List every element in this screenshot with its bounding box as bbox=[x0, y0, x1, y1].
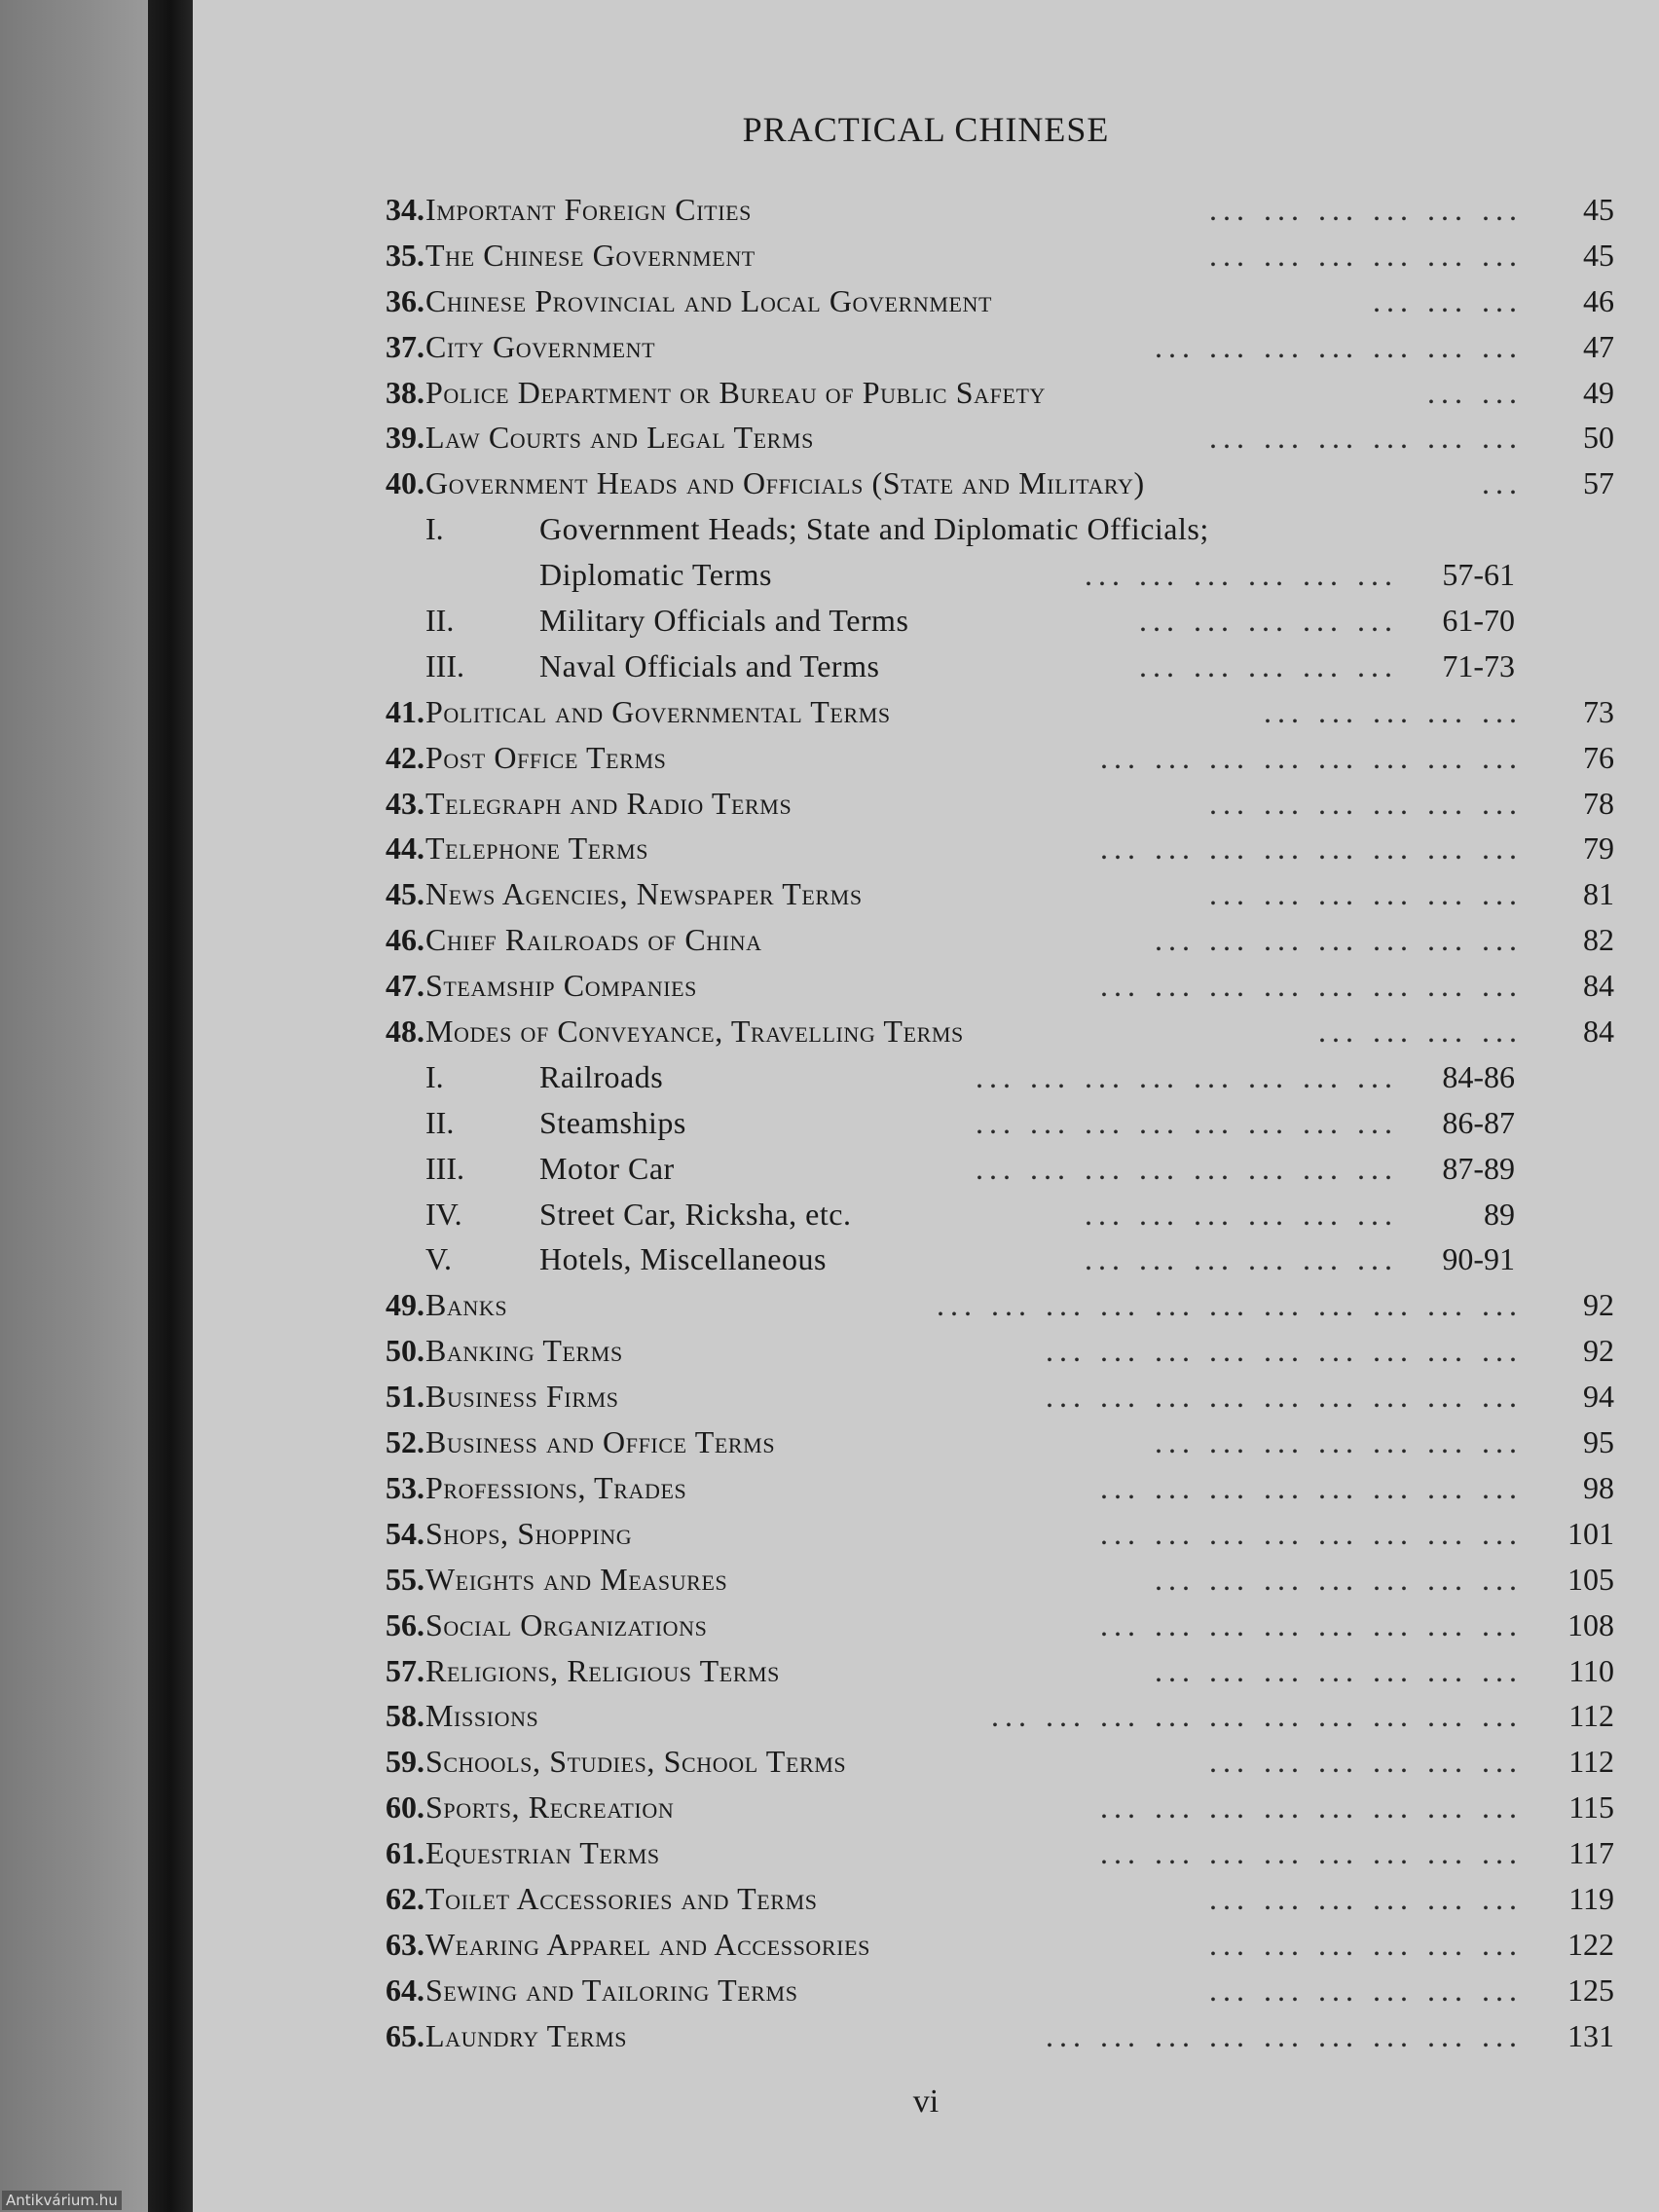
toc-entry bbox=[193, 1282, 1659, 1328]
toc-entry-number: 46. bbox=[386, 922, 424, 958]
toc-subentry-title: Steamships bbox=[539, 1104, 686, 1140]
toc-page-range: 90-91 bbox=[1442, 1241, 1515, 1277]
toc-page-number: 115 bbox=[1568, 1789, 1614, 1825]
dot-leader: ... ... ... ... ... ... bbox=[1209, 876, 1523, 912]
toc-entry-title: News Agencies, Newspaper Terms bbox=[425, 876, 863, 912]
toc-entry-title: Missions bbox=[425, 1698, 539, 1734]
toc-page-number: 76 bbox=[1583, 739, 1614, 775]
toc-entry-number: 61. bbox=[386, 1835, 424, 1871]
dot-leader: ... ... ... ... ... ... bbox=[1209, 1926, 1523, 1962]
toc-entry-number: 54. bbox=[386, 1515, 424, 1551]
toc-page-number: 94 bbox=[1583, 1379, 1614, 1415]
dot-leader: ... ... ... ... ... ... ... ... bbox=[976, 1150, 1398, 1186]
toc-entry-title: Post Office Terms bbox=[425, 739, 667, 775]
toc-entry bbox=[193, 1968, 1659, 2013]
toc-page-number: 82 bbox=[1583, 922, 1614, 958]
dot-leader: ... ... ... ... ... bbox=[1139, 603, 1398, 639]
dot-leader: ... ... ... ... ... ... ... bbox=[1155, 1561, 1523, 1597]
dot-leader: ... ... ... ... ... bbox=[1139, 647, 1398, 683]
dot-leader: ... ... ... ... ... ... bbox=[1209, 1744, 1523, 1780]
dot-leader: ... ... ... bbox=[1373, 282, 1523, 318]
toc-entry bbox=[193, 689, 1659, 735]
toc-entry bbox=[193, 1922, 1659, 1968]
toc-entry-number: 49. bbox=[386, 1287, 424, 1323]
toc-entry-number: 35. bbox=[386, 237, 424, 273]
toc-page-number: 95 bbox=[1583, 1424, 1614, 1460]
toc-subentry bbox=[193, 598, 1659, 644]
toc-page-number: 112 bbox=[1568, 1744, 1614, 1780]
dot-leader: ... ... ... ... ... ... ... ... ... bbox=[1046, 1379, 1523, 1415]
toc-entry bbox=[193, 871, 1659, 917]
toc-page-number: 50 bbox=[1583, 420, 1614, 456]
toc-entry-number: 40. bbox=[386, 465, 424, 501]
toc-subentry-title: Railroads bbox=[539, 1058, 664, 1094]
toc-entry bbox=[193, 1557, 1659, 1603]
toc-entry-title: Steamship Companies bbox=[425, 968, 697, 1004]
toc-entry-title: Professions, Trades bbox=[425, 1469, 687, 1505]
dot-leader: ... ... ... ... ... ... ... ... bbox=[1100, 1469, 1523, 1505]
toc-subentry bbox=[193, 506, 1659, 552]
dot-leader: ... ... ... ... ... ... ... bbox=[1155, 922, 1523, 958]
toc-entry-title: Political and Governmental Terms bbox=[425, 693, 891, 729]
dot-leader: ... ... ... ... ... ... bbox=[1209, 192, 1523, 227]
dot-leader: ... ... ... ... ... ... ... ... bbox=[1100, 1789, 1523, 1825]
toc-entry bbox=[193, 1465, 1659, 1511]
toc-subentry-numeral: II. bbox=[425, 603, 455, 639]
toc-subentry-title: Government Heads; State and Diplomatic Officials; bbox=[539, 511, 1209, 547]
dot-leader: ... ... bbox=[1427, 374, 1523, 410]
toc-entry-number: 63. bbox=[386, 1926, 424, 1962]
toc-page-number: 79 bbox=[1583, 830, 1614, 866]
toc-entry bbox=[193, 1785, 1659, 1830]
toc-entry-number: 59. bbox=[386, 1744, 424, 1780]
toc-page-number: 105 bbox=[1567, 1561, 1614, 1597]
toc-subentry bbox=[193, 1054, 1659, 1100]
toc-entry-number: 64. bbox=[386, 1972, 424, 2008]
toc-entry bbox=[193, 781, 1659, 827]
dot-leader: ... ... ... ... ... ... ... ... bbox=[1100, 830, 1523, 866]
toc-entry bbox=[193, 278, 1659, 324]
toc-page-number: 73 bbox=[1583, 693, 1614, 729]
toc-subentry-numeral: III. bbox=[425, 647, 464, 683]
toc-subentry-title: Motor Car bbox=[539, 1150, 675, 1186]
toc-entry bbox=[193, 1830, 1659, 1876]
toc-page-number: 84 bbox=[1583, 1014, 1614, 1050]
toc-subentry-title: Military Officials and Terms bbox=[539, 603, 909, 639]
toc-entry-title: Weights and Measures bbox=[425, 1561, 728, 1597]
dot-leader: ... ... ... ... ... ... ... ... bbox=[1100, 1515, 1523, 1551]
dot-leader: ... ... ... ... ... ... ... bbox=[1155, 1424, 1523, 1460]
toc-entry-number: 45. bbox=[386, 876, 424, 912]
toc-entry bbox=[193, 233, 1659, 278]
toc-entry bbox=[193, 2013, 1659, 2059]
toc-entry bbox=[193, 1009, 1659, 1054]
toc-page-number: 119 bbox=[1568, 1880, 1614, 1916]
dot-leader: ... bbox=[1482, 465, 1523, 501]
dot-leader: ... ... ... ... ... ... ... ... bbox=[976, 1058, 1398, 1094]
toc-entry-number: 47. bbox=[386, 968, 424, 1004]
toc-entry-title: The Chinese Government bbox=[425, 237, 756, 273]
toc-page-number: 47 bbox=[1583, 328, 1614, 364]
toc-entry-title: Religions, Religious Terms bbox=[425, 1652, 781, 1688]
toc-entry bbox=[193, 1648, 1659, 1694]
toc-entry-number: 65. bbox=[386, 2017, 424, 2053]
toc-entry-title: Business Firms bbox=[425, 1379, 619, 1415]
toc-entry-title: Modes of Conveyance, Travelling Terms bbox=[425, 1014, 964, 1050]
toc-page-number: 57 bbox=[1583, 465, 1614, 501]
dot-leader: ... ... ... ... ... ... ... ... ... ... ... bbox=[937, 1287, 1523, 1323]
toc-page-number: 45 bbox=[1583, 237, 1614, 273]
toc-entry-title: Banks bbox=[425, 1287, 508, 1323]
toc-entry bbox=[193, 1603, 1659, 1648]
book-page bbox=[193, 0, 1659, 2212]
toc-entry-number: 58. bbox=[386, 1698, 424, 1734]
toc-page-number: 125 bbox=[1567, 1972, 1614, 2008]
toc-page-number: 117 bbox=[1568, 1835, 1614, 1871]
toc-entry-number: 48. bbox=[386, 1014, 424, 1050]
toc-subentry-numeral: III. bbox=[425, 1150, 464, 1186]
toc-entry-number: 41. bbox=[386, 693, 424, 729]
toc-entry-number: 37. bbox=[386, 328, 424, 364]
toc-page-range: 87-89 bbox=[1442, 1150, 1515, 1186]
toc-entry-title: Telegraph and Radio Terms bbox=[425, 785, 793, 821]
toc-page-range: 57-61 bbox=[1442, 557, 1515, 593]
dot-leader: ... ... ... ... ... ... ... ... bbox=[1100, 1835, 1523, 1871]
toc-subentry bbox=[193, 1146, 1659, 1192]
toc-subentry-title: Diplomatic Terms bbox=[539, 557, 772, 593]
toc-page-range: 84-86 bbox=[1442, 1058, 1515, 1094]
toc-entry-title: Business and Office Terms bbox=[425, 1424, 776, 1460]
dot-leader: ... ... ... ... ... ... bbox=[1209, 1880, 1523, 1916]
table-of-contents bbox=[193, 187, 1659, 2059]
dot-leader: ... ... ... ... ... ... bbox=[1209, 420, 1523, 456]
dot-leader: ... ... ... ... ... ... bbox=[1209, 1972, 1523, 2008]
toc-page-range: 61-70 bbox=[1442, 603, 1515, 639]
toc-subentry bbox=[193, 1192, 1659, 1237]
toc-entry bbox=[193, 1693, 1659, 1739]
dot-leader: ... ... ... ... bbox=[1318, 1014, 1523, 1050]
toc-entry bbox=[193, 963, 1659, 1009]
toc-subentry bbox=[193, 1236, 1659, 1282]
toc-page-number: 112 bbox=[1568, 1698, 1614, 1734]
toc-entry-number: 60. bbox=[386, 1789, 424, 1825]
toc-subentry bbox=[193, 1100, 1659, 1146]
toc-entry-title: Shops, Shopping bbox=[425, 1515, 633, 1551]
toc-entry-title: Sports, Recreation bbox=[425, 1789, 675, 1825]
toc-entry-number: 34. bbox=[386, 192, 424, 227]
dot-leader: ... ... ... ... ... bbox=[1264, 693, 1523, 729]
toc-entry-title: Important Foreign Cities bbox=[425, 192, 752, 227]
toc-page-number: 84 bbox=[1583, 968, 1614, 1004]
toc-page-number: 81 bbox=[1583, 876, 1614, 912]
toc-page-number: 101 bbox=[1567, 1515, 1614, 1551]
toc-subentry bbox=[193, 644, 1659, 689]
dot-leader: ... ... ... ... ... ... ... ... ... ... bbox=[991, 1698, 1523, 1734]
toc-entry-number: 53. bbox=[386, 1469, 424, 1505]
toc-entry-number: 42. bbox=[386, 739, 424, 775]
toc-entry-title: Equestrian Terms bbox=[425, 1835, 660, 1871]
toc-page-range: 71-73 bbox=[1442, 647, 1515, 683]
toc-subentry-title: Hotels, Miscellaneous bbox=[539, 1241, 827, 1277]
toc-entry-number: 57. bbox=[386, 1652, 424, 1688]
toc-subentry-title: Street Car, Ricksha, etc. bbox=[539, 1196, 852, 1232]
toc-entry-title: Chief Railroads of China bbox=[425, 922, 762, 958]
toc-page-number: 98 bbox=[1583, 1469, 1614, 1505]
toc-subentry-numeral: I. bbox=[425, 511, 444, 547]
toc-entry bbox=[193, 187, 1659, 233]
dot-leader: ... ... ... ... ... ... bbox=[1209, 237, 1523, 273]
toc-entry bbox=[193, 917, 1659, 963]
toc-entry-title: Chinese Provincial and Local Government bbox=[425, 282, 993, 318]
toc-subentry-numeral: IV. bbox=[425, 1196, 462, 1232]
dot-leader: ... ... ... ... ... ... ... ... ... bbox=[1046, 1333, 1523, 1369]
toc-subentry-numeral: V. bbox=[425, 1241, 452, 1277]
toc-entry-number: 55. bbox=[386, 1561, 424, 1597]
toc-entry-title: Government Heads and Officials (State and Military) bbox=[425, 465, 1145, 501]
toc-entry bbox=[193, 461, 1659, 506]
toc-page-range: 89 bbox=[1484, 1196, 1515, 1232]
toc-page-number: 45 bbox=[1583, 192, 1614, 227]
dot-leader: ... ... ... ... ... ... bbox=[1085, 1196, 1398, 1232]
toc-entry bbox=[193, 826, 1659, 871]
toc-page-number: 92 bbox=[1583, 1333, 1614, 1369]
dot-leader: ... ... ... ... ... ... ... bbox=[1155, 328, 1523, 364]
toc-entry-title: Law Courts and Legal Terms bbox=[425, 420, 814, 456]
dot-leader: ... ... ... ... ... ... bbox=[1209, 785, 1523, 821]
dot-leader: ... ... ... ... ... ... bbox=[1085, 557, 1398, 593]
toc-entry-title: Banking Terms bbox=[425, 1333, 623, 1369]
book-spine bbox=[148, 0, 193, 2212]
dot-leader: ... ... ... ... ... ... ... ... ... bbox=[1046, 2017, 1523, 2053]
toc-entry-number: 43. bbox=[386, 785, 424, 821]
toc-entry-title: Telephone Terms bbox=[425, 830, 649, 866]
toc-page-number: 108 bbox=[1567, 1606, 1614, 1642]
toc-page-range: 86-87 bbox=[1442, 1104, 1515, 1140]
toc-page-number: 131 bbox=[1567, 2017, 1614, 2053]
toc-entry-title: Sewing and Tailoring Terms bbox=[425, 1972, 798, 2008]
toc-page-number: 46 bbox=[1583, 282, 1614, 318]
running-head: PRACTICAL CHINESE bbox=[742, 110, 1110, 149]
dot-leader: ... ... ... ... ... ... ... ... bbox=[1100, 739, 1523, 775]
toc-entry bbox=[193, 415, 1659, 461]
scan-background bbox=[0, 0, 148, 2212]
dot-leader: ... ... ... ... ... ... ... ... bbox=[976, 1104, 1398, 1140]
toc-entry bbox=[193, 1374, 1659, 1419]
toc-entry-number: 62. bbox=[386, 1880, 424, 1916]
dot-leader: ... ... ... ... ... ... ... bbox=[1155, 1652, 1523, 1688]
dot-leader: ... ... ... ... ... ... ... ... bbox=[1100, 968, 1523, 1004]
toc-entry-title: Laundry Terms bbox=[425, 2017, 628, 2053]
toc-entry-number: 39. bbox=[386, 420, 424, 456]
toc-entry-number: 44. bbox=[386, 830, 424, 866]
toc-entry bbox=[193, 370, 1659, 416]
toc-subentry-numeral: II. bbox=[425, 1104, 455, 1140]
toc-entry-title: Toilet Accessories and Terms bbox=[425, 1880, 818, 1916]
dot-leader: ... ... ... ... ... ... ... ... bbox=[1100, 1606, 1523, 1642]
dot-leader: ... ... ... ... ... ... bbox=[1085, 1241, 1398, 1277]
toc-entry-title: Wearing Apparel and Accessories bbox=[425, 1926, 870, 1962]
toc-subentry-title: Naval Officials and Terms bbox=[539, 647, 880, 683]
toc-entry-number: 36. bbox=[386, 282, 424, 318]
toc-entry-number: 50. bbox=[386, 1333, 424, 1369]
toc-entry-number: 38. bbox=[386, 374, 424, 410]
toc-entry bbox=[193, 735, 1659, 781]
toc-entry-number: 56. bbox=[386, 1606, 424, 1642]
toc-subentry bbox=[193, 552, 1659, 598]
toc-entry-title: Social Organizations bbox=[425, 1606, 708, 1642]
toc-entry-title: Police Department or Bureau of Public Safety bbox=[425, 374, 1047, 410]
toc-entry bbox=[193, 1511, 1659, 1557]
toc-entry bbox=[193, 1328, 1659, 1374]
toc-page-number: 49 bbox=[1583, 374, 1614, 410]
toc-entry-title: Schools, Studies, School Terms bbox=[425, 1744, 847, 1780]
toc-entry bbox=[193, 1739, 1659, 1785]
toc-entry bbox=[193, 324, 1659, 370]
toc-entry bbox=[193, 1876, 1659, 1922]
toc-entry-number: 52. bbox=[386, 1424, 424, 1460]
toc-subentry-numeral: I. bbox=[425, 1058, 444, 1094]
toc-page-number: 122 bbox=[1567, 1926, 1614, 1962]
toc-entry bbox=[193, 1419, 1659, 1465]
toc-page-number: 92 bbox=[1583, 1287, 1614, 1323]
page-folio: vi bbox=[912, 2083, 940, 2120]
toc-entry-title: City Government bbox=[425, 328, 656, 364]
watermark: Antikvárium.hu bbox=[2, 2191, 122, 2210]
toc-page-number: 78 bbox=[1583, 785, 1614, 821]
toc-entry-number: 51. bbox=[386, 1379, 424, 1415]
toc-page-number: 110 bbox=[1568, 1652, 1614, 1688]
